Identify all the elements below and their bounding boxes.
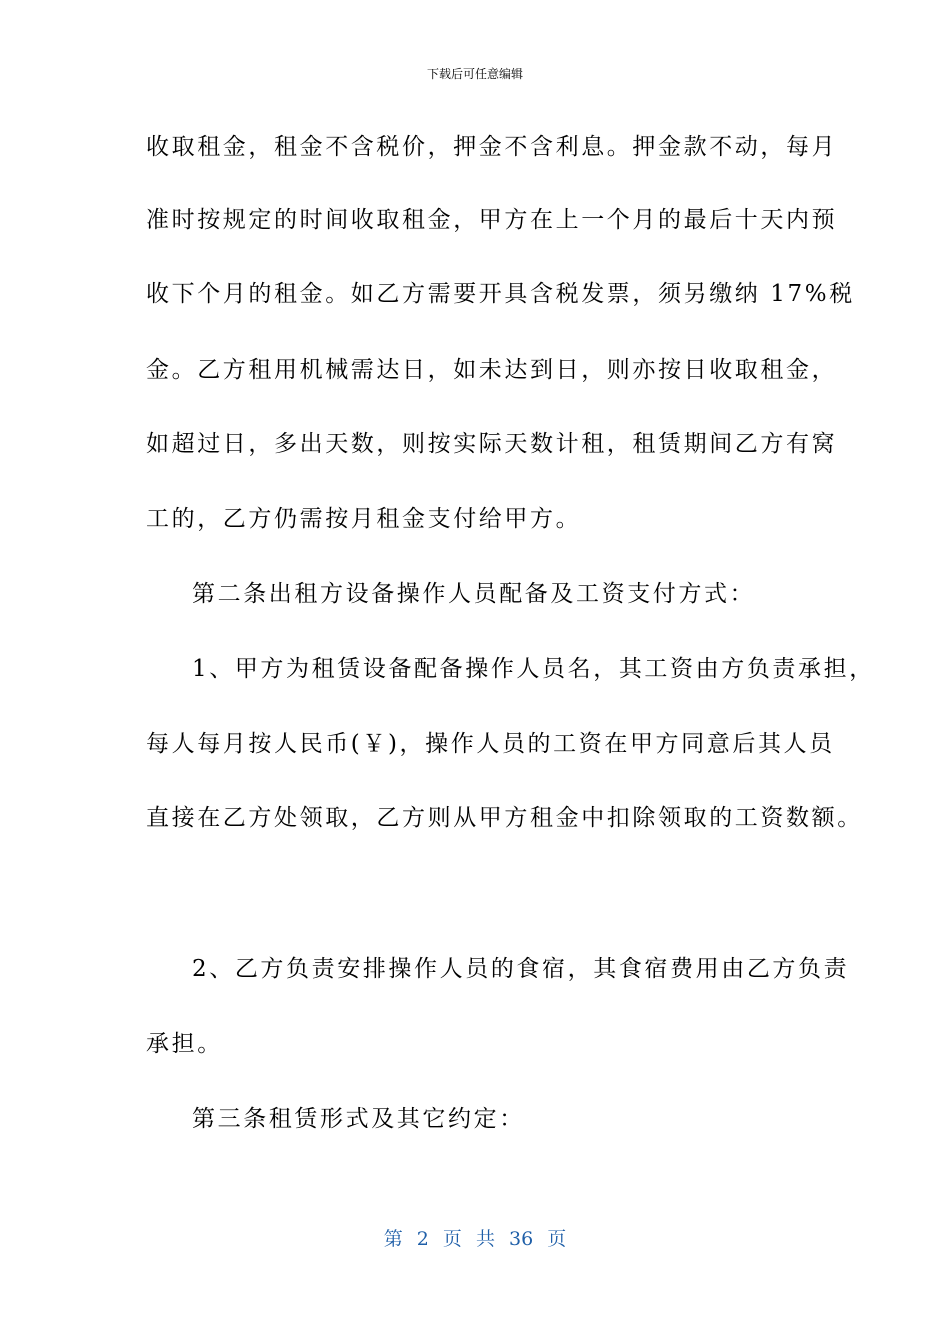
body-line: 直接在乙方处领取，乙方则从甲方租金中扣除领取的工资数额。 — [146, 805, 863, 831]
body-line: 2、乙方负责安排操作人员的食宿，其食宿费用由乙方负责 — [192, 956, 850, 982]
section-heading: 第二条出租方设备操作人员配备及工资支付方式： — [192, 581, 756, 607]
page-footer: 第 2 页 共 36 页 — [383, 1228, 567, 1250]
body-line: 承担。 — [146, 1031, 223, 1057]
body-line: 如超过日，多出天数，则按实际天数计租，租赁期间乙方有窝 — [146, 431, 838, 457]
body-line: 收取租金，租金不含税价，押金不含利息。押金款不动，每月 — [146, 134, 838, 160]
body-line: 准时按规定的时间收取租金，甲方在上一个月的最后十天内预 — [146, 207, 838, 233]
page-header: 下载后可任意编辑 — [426, 67, 523, 81]
body-line: 每人每月按人民币(￥)，操作人员的工资在甲方同意后其人员 — [146, 731, 835, 757]
body-line: 工的，乙方仍需按月租金支付给甲方。 — [146, 506, 582, 532]
body-line: 1、甲方为租赁设备配备操作人员名，其工资由方负责承担， — [192, 656, 875, 682]
section-heading: 第三条租赁形式及其它约定： — [192, 1106, 525, 1132]
body-line: 金。乙方租用机械需达日，如未达到日，则亦按日收取租金， — [146, 357, 838, 383]
body-line: 收下个月的租金。如乙方需要开具含税发票，须另缴纳 17%税 — [146, 281, 855, 307]
